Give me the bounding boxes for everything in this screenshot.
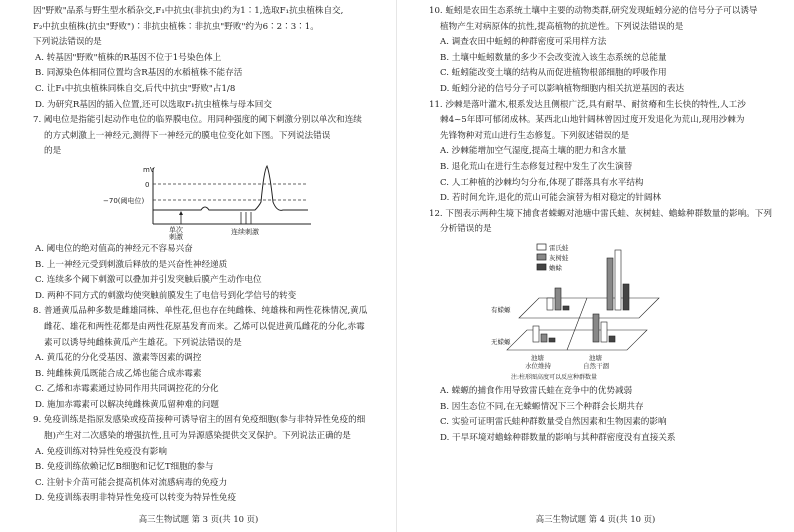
q11-option-a: A. 沙棘能增加空气湿度,提高土壤的肥力和含水量 <box>440 146 627 157</box>
single-label: 单次 <box>169 225 183 234</box>
col1-label-a: 池塘 <box>531 353 544 362</box>
lower-plane <box>507 330 647 350</box>
q8-option-d: D. 施加赤霉素可以解决纯雌株黄瓜留种难的问题 <box>35 399 219 410</box>
legend-toad: 蟾蜍 <box>549 263 562 272</box>
bar <box>549 338 555 342</box>
q7-option-d: D. 两种不同方式的刺激均使突触前膜发生了电信号到化学信号的转变 <box>35 290 297 301</box>
q12-option-a: A. 蝾螈的捕食作用导致雷氏蛙在竞争中的优势减弱 <box>440 385 633 396</box>
page-footer: 高三生物试题 第 4 页(共 10 页) <box>535 514 656 525</box>
bar <box>615 250 621 310</box>
y-unit-label: mV <box>143 165 155 174</box>
row-without-newt: 无蝾螈 <box>491 337 511 346</box>
col2-label-a: 池塘 <box>589 353 602 362</box>
stim-label: 刺激 <box>169 232 183 240</box>
q8-option-a: A. 黄瓜花的分化受基因、激素等因素的调控 <box>35 353 202 364</box>
q8-option-c: C. 乙烯和赤霉素通过协同作用共同调控花的分化 <box>35 384 219 395</box>
q9-option-a: A. 免疫训练对特异性免疫没有影响 <box>35 446 167 457</box>
q6-stem-line: F₂中抗虫植株(抗虫"野败")∶非抗虫植株∶非抗虫"野败"约为6∶2∶3∶1。 <box>33 21 319 32</box>
q10-option-d: D. 蚯蚓分泌的信号分子可以影响植物细胞内相关抗逆基因的表达 <box>440 83 685 94</box>
grid-divider <box>567 298 587 350</box>
q8-stem-line: 雌花、雄花和两性花都是由两性花原基发育而来。乙烯可以促进黄瓜雌花的分化,赤霉 <box>44 321 365 332</box>
legend-swatch-leopard <box>537 244 546 250</box>
q7-stem-line: 7. 阈电位是指能引起动作电位的临界膜电位。用同种强度的阈下刺激分别以单次和连续 <box>33 115 362 126</box>
q7-option-a: A. 阈电位的绝对值高的神经元不容易兴奋 <box>35 243 193 254</box>
tick-zero: 0 <box>145 180 150 189</box>
q11-option-d: D. 若时间允许,退化的荒山可能会演替为相对稳定的针阔林 <box>440 193 662 204</box>
row-with-newt: 有蝾螈 <box>491 305 511 314</box>
q11-stem-line: 先锋物种对荒山进行生态修复。下列叙述错误的是 <box>440 130 630 141</box>
q9-option-b: B. 免疫训练依赖记忆B细胞和记忆T细胞的参与 <box>35 462 214 473</box>
bar <box>555 288 561 310</box>
q12-option-d: D. 干旱环境对蟾蜍种群数量的影响与其种群密度没有直接关系 <box>440 432 676 443</box>
q6-stem-line: 因"野败"品系与野生型水稻杂交,F₁中抗虫(非抗虫)约为1∶1,选取F₁抗虫植株自交, <box>33 6 344 16</box>
bar <box>547 298 553 310</box>
q6-option-d: D. 为研究R基因的插入位置,还可以选取F₁抗虫植株与母本回交 <box>35 99 272 110</box>
col2-label-b: 自然干涸 <box>583 361 609 370</box>
figure-note: 注:柱形图高度可以反应种群数量 <box>511 373 598 381</box>
col1-label-b: 水位维持 <box>525 361 551 370</box>
legend-swatch-treefrog <box>537 254 546 260</box>
q12-stem-line: 分析错误的是 <box>440 224 492 235</box>
q11-stem-line: 11. 沙棘是落叶灌木,根系发达且侧根广泛,具有耐旱、耐贫瘠和生长快的特性,人工沙 <box>429 99 746 110</box>
q7-option-c: C. 连续多个阈下刺激可以叠加并引发突触后膜产生动作电位 <box>35 275 262 286</box>
q8-stem-line: 8. 普通黄瓜品种多数是雌雄同株、单性花,但也存在纯雌株、纯雄株和两性花株情况,黄瓜 <box>33 306 368 317</box>
bar <box>593 314 599 342</box>
q9-option-c: C. 注射卡介苗可能会提高机体对流感病毒的免疫力 <box>35 477 228 488</box>
q12-option-b: B. 因生态位不同,在无蝾螈情况下三个种群会长期共存 <box>440 401 644 412</box>
q10-option-c: C. 蚯蚓能改变土壤的结构从而促进植物根部细胞的呼吸作用 <box>440 68 667 79</box>
q11-stem-line: 棘4~5年即可郁闭成林。某西北山地针阔林曾因过度开发退化为荒山,现用沙棘为 <box>440 115 745 126</box>
q6-option-c: C. 让F₁中抗虫植株同株自交,后代中抗虫"野败"占1/8 <box>35 83 236 94</box>
q6-option-b: B. 同源染色体相同位置均含R基因的水稻植株不能存活 <box>35 68 243 79</box>
q12-stem-line: 12. 下图表示两种生境下捕食者蝾螈对池塘中雷氏蛙、灰树蛙、蟾蜍种群数量的影响。下列 <box>429 208 772 219</box>
potential-trace <box>153 166 308 210</box>
page-4 <box>397 0 794 532</box>
q10-stem-line: 10. 蚯蚓是农田生态系统土壤中主要的动物类群,研究发现蚯蚓分泌的信号分子可以诱导 <box>429 6 758 16</box>
q7-stem-line: 的方式刺激上一神经元,测得下一神经元的膜电位变化如下图。下列说法错误 <box>44 130 331 141</box>
right-column <box>429 4 774 446</box>
q7-stem-line: 的是 <box>44 146 62 157</box>
frog-population-figure <box>489 240 679 382</box>
bar <box>541 334 547 342</box>
q6-stem-line: 下列说法错误的是 <box>33 37 102 48</box>
q10-option-a: A. 调查农田中蚯蚓的种群密度可采用样方法 <box>440 37 607 48</box>
q10-option-b: B. 土壤中蚯蚓数量的多少不会改变流入该生态系统的总能量 <box>440 52 667 63</box>
q11-option-b: B. 退化荒山在进行生态修复过程中发生了次生演替 <box>440 161 633 172</box>
q10-stem-line: 植物产生对病原体的抗性,提高植物的抗逆性。下列说法错误的是 <box>440 21 684 32</box>
q8-stem-line: 素可以诱导纯雌株黄瓜产生雄花。下列说法错误的是 <box>44 337 242 348</box>
q9-option-d: D. 免疫训练表明非特异性免疫可以转变为特异性免疫 <box>35 493 237 504</box>
membrane-potential-figure <box>83 162 313 240</box>
bar <box>601 322 607 342</box>
page-footer: 高三生物试题 第 3 页(共 10 页) <box>138 514 259 525</box>
left-column <box>33 4 373 507</box>
q7-option-b: B. 上一神经元受到刺激后释放的是兴奋性神经递质 <box>35 259 228 270</box>
legend-treefrog: 灰树蛙 <box>549 253 569 262</box>
upper-plane <box>519 298 659 318</box>
bar <box>607 258 613 310</box>
tick-threshold: −70(阈电位) <box>103 196 145 205</box>
q8-option-b: B. 纯雌株黄瓜既能合成乙烯也能合成赤霉素 <box>35 368 202 379</box>
legend-leopard: 雷氏蛙 <box>549 243 569 252</box>
q11-option-c: C. 人工种植的沙棘均匀分布,体现了群落具有水平结构 <box>440 177 644 188</box>
q9-stem-line: 胞)产生对二次感染的增强抗性,且可为异源感染提供交叉保护。下列说法正确的是 <box>44 431 351 442</box>
arrow-head-icon <box>179 211 183 215</box>
bar <box>609 336 615 342</box>
bar <box>623 284 629 310</box>
q12-option-c: C. 实验可证明雷氏蛙种群数量受自然因素和生物因素的影响 <box>440 417 667 428</box>
q9-stem-line: 9. 免疫训练是指原发感染或疫苗接种可诱导宿主的固有免疫细胞(参与非特异性免疫的细 <box>33 415 366 426</box>
continuous-label: 连续刺激 <box>231 227 259 236</box>
bar <box>533 326 539 342</box>
bar <box>563 306 569 310</box>
q6-option-a: A. 转基因"野败"植株的R基因不位于1号染色体上 <box>35 52 222 63</box>
legend-swatch-toad <box>537 264 546 270</box>
